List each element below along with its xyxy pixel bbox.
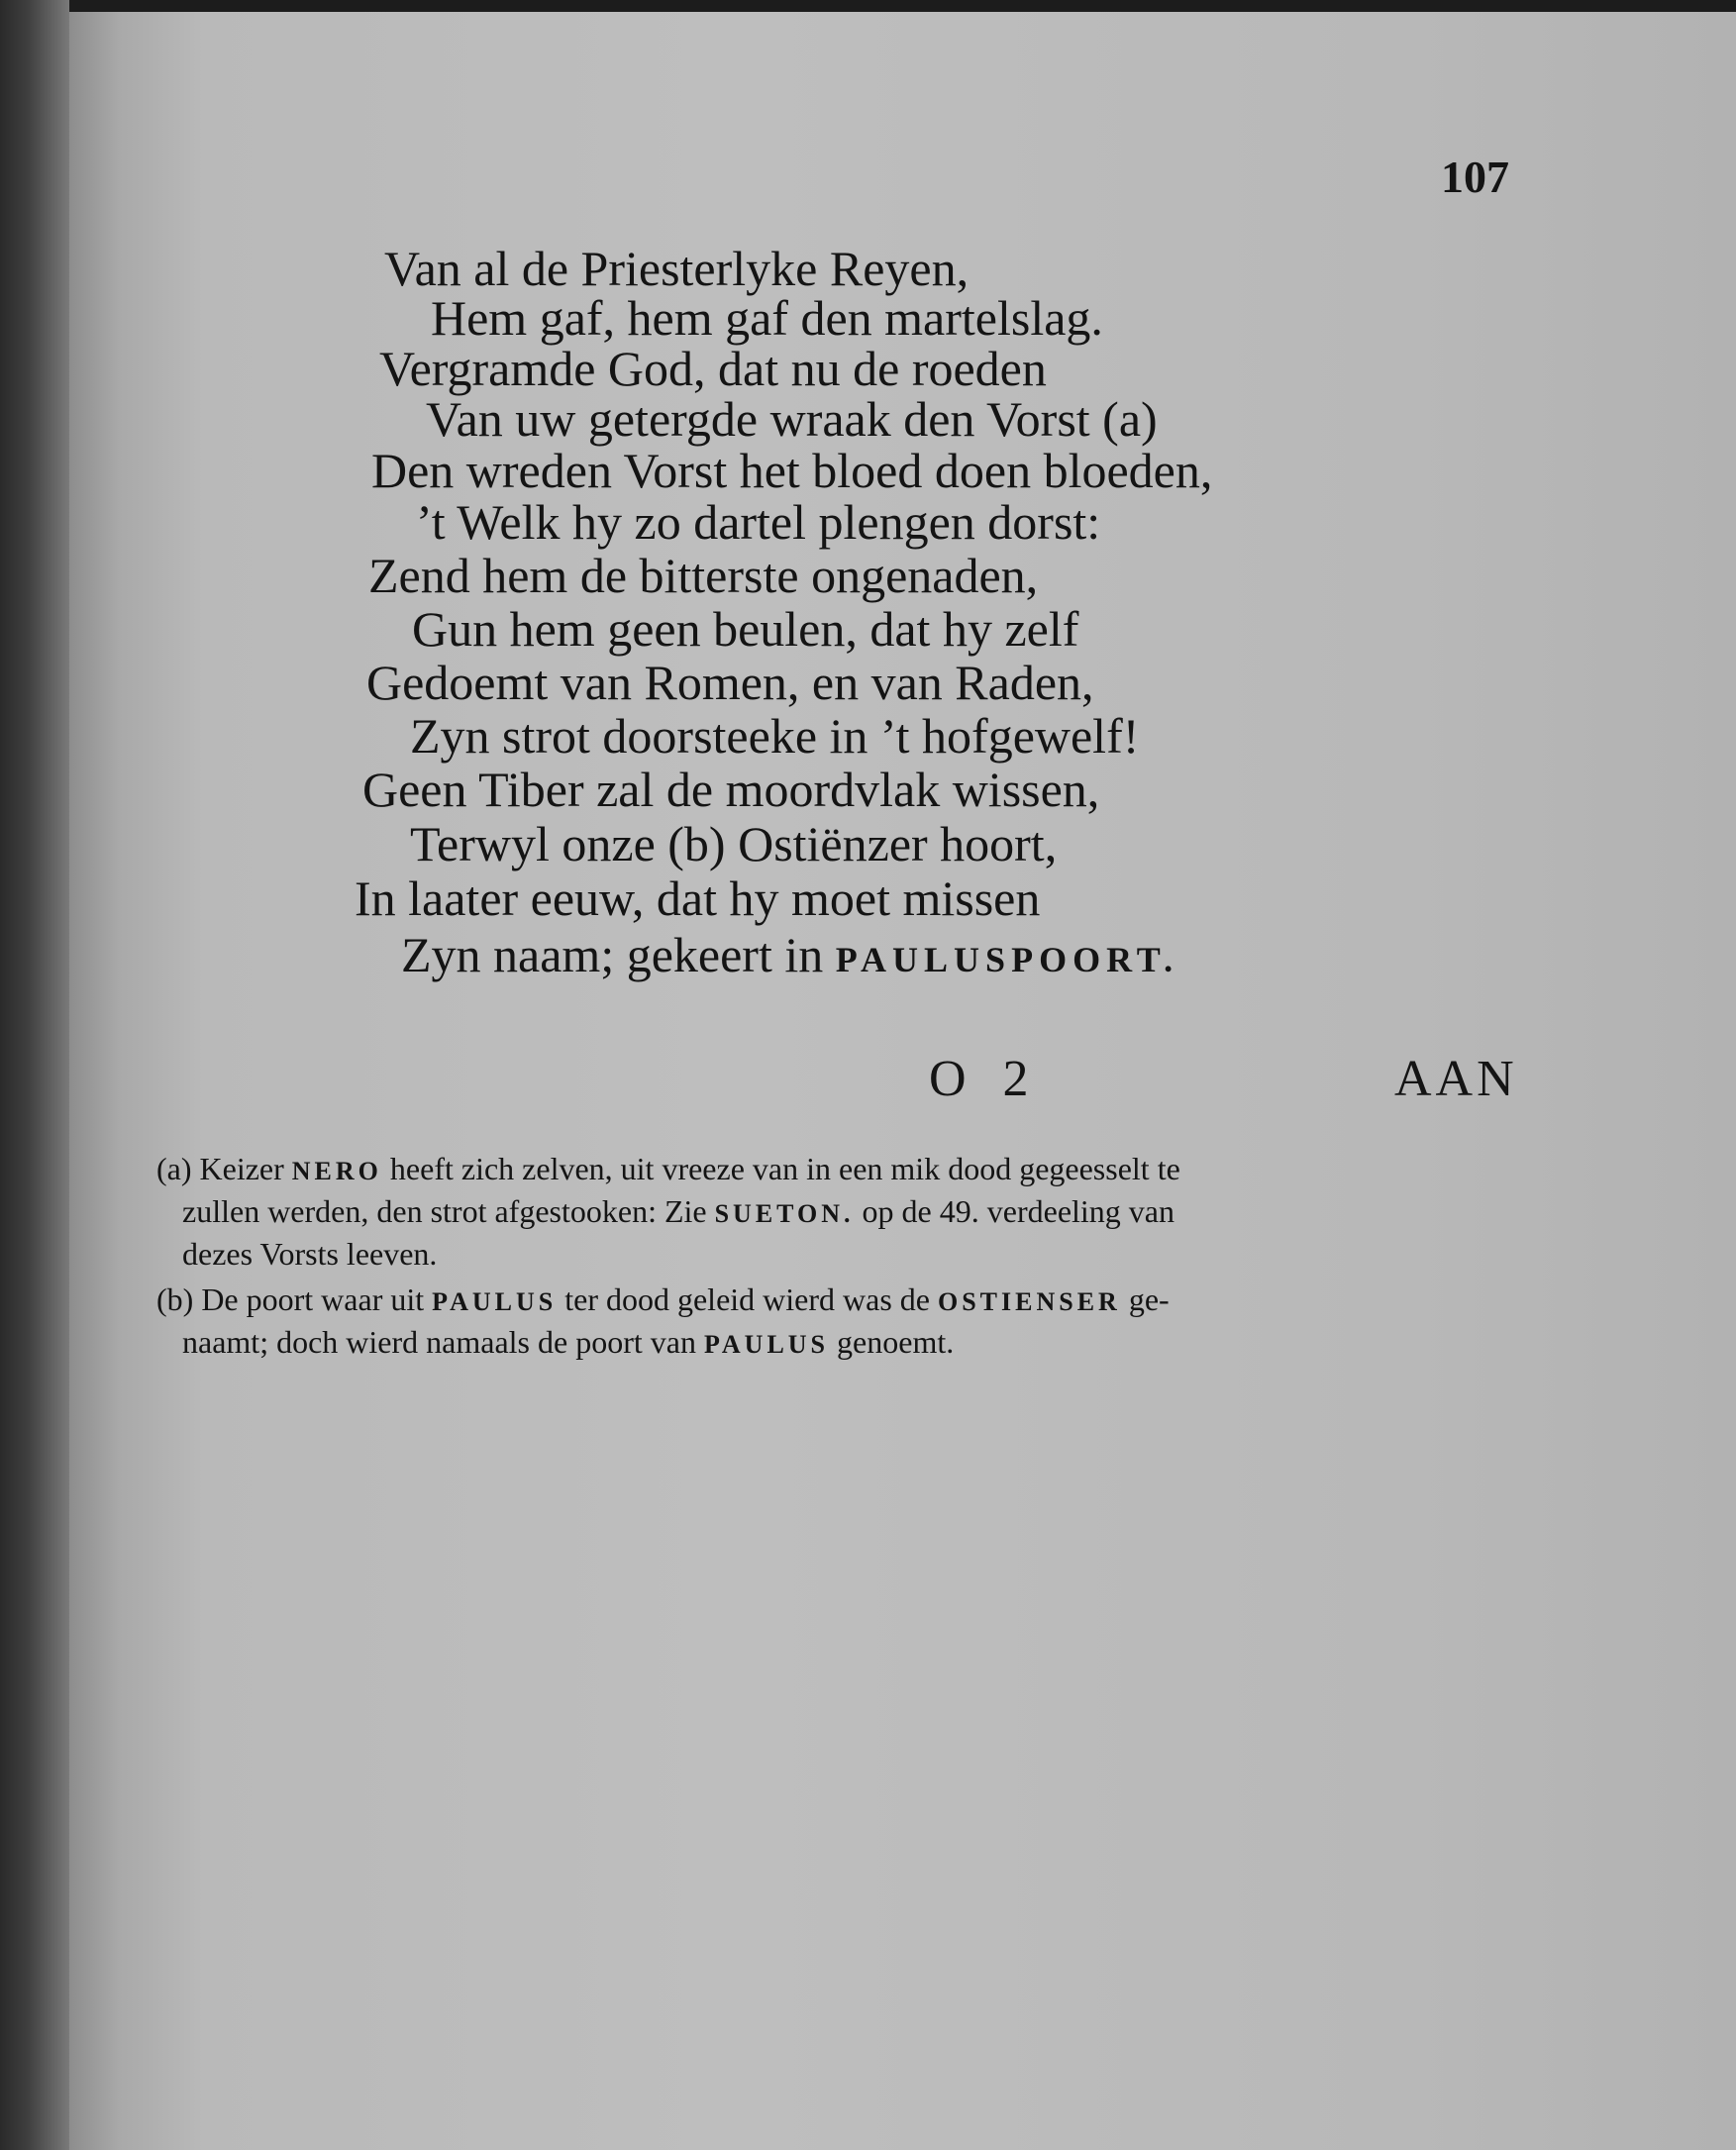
catchword: AAN [1394, 1051, 1518, 1107]
footnote-text: ter dood geleid wierd was de [564, 1281, 930, 1317]
name-smallcaps: SUETON. [714, 1199, 855, 1228]
verse-line: ’t Welk hy zo dartel plengen dorst: [416, 494, 1101, 550]
verse-line: Van al de Priesterlyke Reyen, [384, 241, 970, 296]
signature-mark: O 2 [929, 1051, 1041, 1107]
footnote-text: zullen werden, den strot afgestooken: Zie [182, 1193, 707, 1229]
footnote-text: heeft zich zelven, uit vreeze van in een mik dood gegeesselt te [389, 1151, 1180, 1186]
verse-line: Hem gaf, hem gaf den martelslag. [431, 290, 1103, 346]
verse-line: Van uw getergde wraak den Vorst (a) [426, 391, 1158, 447]
footnote-text: ge- [1128, 1281, 1170, 1317]
verse-line: Gedoemt van Romen, en van Raden, [366, 655, 1094, 710]
footnote-b [156, 1280, 1642, 1365]
footnotes [156, 1149, 1642, 1371]
footnote-line [156, 1191, 1642, 1234]
footnote-text: op de 49. verdeeling van [862, 1193, 1174, 1229]
footnote-text: naamt; doch wierd namaals de poort van [182, 1324, 696, 1360]
name-smallcaps: PAULUSPOORT. [835, 940, 1179, 979]
name-smallcaps: NERO [291, 1157, 382, 1185]
verse-line: Den wreden Vorst het bloed doen bloeden, [371, 443, 1213, 498]
footnote-line [156, 1149, 1642, 1191]
name-smallcaps: PAULUS [703, 1330, 830, 1359]
footnote-line: dezes Vorsts leeven. [182, 1236, 438, 1272]
verse-line: Zend hem de bitterste ongenaden, [368, 548, 1039, 603]
verse-line: Terwyl onze (b) Ostiënzer hoort, [410, 816, 1058, 871]
footnote-a [156, 1149, 1642, 1274]
footnote-text: genoemt. [837, 1324, 955, 1360]
footnote-line [156, 1322, 1642, 1365]
footnote-text: (a) Keizer [156, 1151, 284, 1186]
verse-line: Gun hem geen beulen, dat hy zelf [412, 601, 1079, 657]
verse-line: Vergramde God, dat nu de roeden [379, 341, 1047, 396]
verse-line: In laater eeuw, dat hy moet missen [355, 870, 1041, 926]
name-smallcaps: PAULUS [432, 1287, 558, 1316]
book-spine-shadow [0, 0, 69, 2150]
verse-line [401, 928, 1178, 986]
verse-text: Zyn naam; gekeert in [401, 927, 824, 982]
footnote-line [156, 1280, 1642, 1322]
book-page [69, 12, 1736, 2150]
footnote-text: (b) De poort waar uit [156, 1281, 425, 1317]
page-number: 107 [1441, 152, 1509, 202]
verse-line: Zyn strot doorsteeke in ’t hofgewelf! [410, 708, 1140, 764]
verse-line: Geen Tiber zal de moordvlak wissen, [362, 762, 1100, 817]
name-smallcaps: OSTIENSER [937, 1287, 1121, 1316]
